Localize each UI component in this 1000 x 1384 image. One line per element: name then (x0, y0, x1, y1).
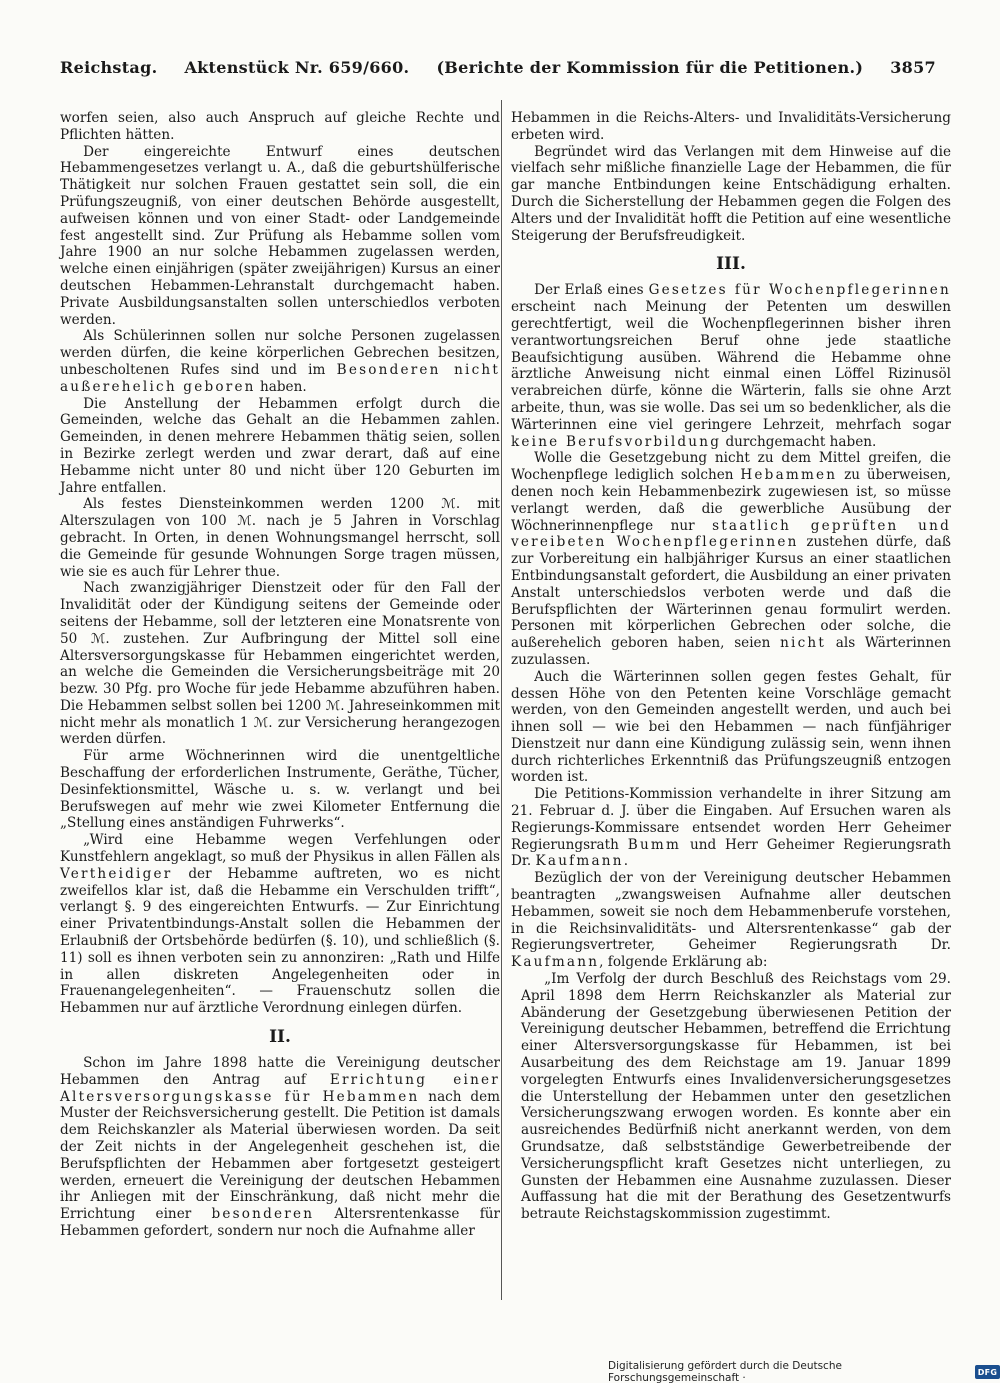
text-run: Altersrentenkasse für Hebammen gefordert, sondern nur noch die Aufnahme aller (60, 1206, 500, 1239)
header-section-title: (Berichte der Kommission für die Petitionen.) (436, 58, 864, 77)
emphasis-text: Besonderen nicht außerehelich geboren (60, 361, 501, 395)
text-run: zu überweisen, denen noch kein Hebammenbezirk zugewiesen ist, so müsse verlangt werden, daß die gewerbliche Ausübung der Wöchnerinnenpflege nur (511, 467, 951, 534)
dfg-logo-icon: DFG (975, 1365, 1000, 1379)
paragraph (60, 832, 500, 1017)
left-column (60, 110, 500, 1240)
footer-text: Digitalisierung gefördert durch die Deutsche Forschungsgemeinschaft · (608, 1360, 842, 1384)
text-run: „Wird eine Hebamme wegen Verfehlungen oder Kunstfehlern angeklagt, so muß der Physikus in allen Fällen als (60, 832, 500, 866)
paragraph: worfen seien, also auch Anspruch auf gleiche Rechte und Pflichten hätten. (60, 110, 500, 143)
paragraph (60, 1055, 500, 1240)
emphasis-text: Kaufmann (511, 954, 600, 971)
text-run: Als Schülerinnen sollen nur solche Personen zugelassen werden dürfen, die keine körperlichen Gebrechen besitzen, unbescholtenen Rufes sind und im (60, 328, 500, 378)
text-run: erscheint nach Meinung der Petenten um deswillen gerechtfertigt, weil die Wochenpflegerinnen bisher ihren verantwortungsreichen Beruf ohne jede staatliche Beaufsichtigung ausüben. Während die Hebamme ohne ärztliche Anweisung nicht einmal einen Löffel Rizinusöl verabreichen dürfe, könne die Wärterin, falls sie ohne Arzt arbeite, thun, was sie wolle. Das sei um so bedenklicher, als die Wärterinnen eine viel geringere Lehrzeit, mehrfach sogar (511, 299, 951, 433)
right-column (511, 110, 951, 1223)
paragraph (511, 870, 951, 971)
column-divider (501, 100, 502, 1300)
header-aktenstueck: Aktenstück Nr. 659/660. (184, 58, 410, 77)
section-heading-3: III. (716, 254, 746, 275)
text-run: als Wärterinnen zuzulassen. (511, 635, 951, 668)
emphasis-text: keine Berufsvorbildung (511, 433, 722, 450)
section-heading-2: II. (269, 1027, 291, 1048)
text-run: durchgemacht haben. (721, 433, 877, 450)
emphasis-text: Errichtung einer Altersversorgungskasse für Hebammen (60, 1071, 500, 1105)
emphasis-text: Hebammen (740, 467, 838, 484)
emphasis-text: Bumm (627, 836, 682, 853)
text-run: zustehen dürfe, daß zur Vorbereitung ein halbjähriger Kursus an einer staatlichen Entbindungsanstalt gefordert, die Ausbildung an einer privaten Anstalt unterschiedslos verboten werde und daß die Berufspflichten der Wärterinnen genau formulirt werden. Personen mit körperlichen Gebrechen oder solche, die außerehelich geboren haben, seien (511, 534, 951, 652)
page-header (60, 58, 936, 84)
text-run: und Herr Geheimer Regierungsrath Dr. (511, 836, 951, 870)
text-run: Der Erlaß eines (534, 282, 649, 299)
paragraph (511, 282, 951, 450)
emphasis-text: Kaufmann (535, 853, 624, 870)
emphasis-text: besonderen (211, 1206, 315, 1223)
text-run: nach dem Muster der Reichsversicherung gestellt. Die Petition ist damals dem Reichskanzler als Material überwiesen worden. Da seit der Zeit nichts in der Angelegenheit geschehen ist, die Berufspflichten der Hebammen aber fortgesetzt gesteigert werden, erneuert die Vereinigung der deutschen Hebammen ihr Anliegen mit der Einschränkung, daß nicht mehr die Errichtung einer (60, 1088, 500, 1223)
emphasis-text: staatlich geprüften und vereibeten Wochenpflegerinnen (511, 517, 951, 551)
text-run: der Hebamme auftreten, wo es nicht zweifellos klar ist, daß die Hebamme ein Verschulden trifft“, verlangt §. 9 des eingereichten Entwurfs. — Zur Einrichtung einer Privatentbindungs-Anstalt sollen die Hebammen der Erlaubniß der Ortsbehörde bedürfen (§. 10), und schließlich (§. 11) soll es ihnen verboten sein zu annonziren: „Rath und Hilfe in allen diskreten Angelegenheiten oder in Frauenangelegenheiten“. — Frauenschutz sollen die Hebammen nur auf ärztliche Verordnung einlegen dürfen. (60, 865, 500, 1017)
emphasis-text: nicht (780, 635, 827, 652)
paragraph (511, 450, 951, 668)
text-run: Schon im Jahre 1898 hatte die Vereinigung deutscher Hebammen den Antrag auf (60, 1055, 500, 1088)
quoted-declaration: „Im Verfolg der durch Beschluß des Reichstags vom 29. April 1898 dem Herrn Reichskanzler als Material zur Abänderung der Gesetzgebung überwiesenen Petition der Vereinigung deutscher Hebammen, betreffend die Errichtung einer Altersversorgungskasse für Hebammen, ist bei Ausarbeitung des dem Reichstage am 19. Januar 1899 vorgelegten Entwurfs eines Invalidenversicherungsgesetzes die Unterstellung der Hebammen unter den gesetzlichen Versicherungszwang erwogen worden. Es konnte aber ein ausreichendes Bedürfniß nicht anerkannt werden, von dem Grundsatze, daß selbstständige Gewerbetreibende der Versicherungspflicht kraft Gesetzes nicht unterliegen, zu Gunsten der Hebammen eine Ausnahme zuzulassen. Dieser Auffassung hat die mit der Berathung des Gesetzentwurfs betraute Reichstagskommission zugestimmt. (521, 971, 951, 1223)
emphasis-text: Gesetzes für Wochenpflegerinnen (648, 282, 951, 299)
paragraph: Hebammen in die Reichs-Alters- und Invaliditäts-Versicherung erbeten wird. (511, 110, 951, 143)
paragraph (511, 786, 951, 870)
paragraph (60, 328, 500, 395)
text-run: Bezüglich der von der Vereinigung deutscher Hebammen beantragten „zwangsweisen Aufnahme aller deutschen Hebammen, soweit sie noch dem Hebammenberufe vorstehen, in die Reichsinvaliditäts- und Altersrentenkasse“ gab der Regierungsvertreter, Geheimer Regierungsrath Dr. (511, 870, 951, 954)
paragraph: Begründet wird das Verlangen mit dem Hinweise auf die vielfach sehr mißliche finanzielle Lage der Hebammen, die für gar manche Entbindungen keine Entschädigung erhalten. Durch die Sicherstellung der Hebammen gegen die Folgen des Alters und der Invalidität hofft die Petition auf eine wesentliche Steigerung der Berufsfreudigkeit. (511, 143, 951, 244)
text-run: Wolle die Gesetzgebung nicht zu dem Mittel greifen, die Wochenpflege lediglich solchen (511, 450, 951, 484)
paragraph: Der eingereichte Entwurf eines deutschen Hebammengesetzes verlangt u. A., daß die geburtshülferische Thätigkeit nur solchen Frauen gestattet sein soll, die ein Prüfungszeugniß, von einer deutschen Behörde ausgestellt, aufweisen können und von einer Stadt- oder Landgemeinde fest angestellt sind. Zur Prüfung als Hebamme sollen vom Jahre 1900 an nur solche Hebammen zugelassen werden, welche einen einjährigen (später zweijährigen) Kursus an einer deutschen Hebammen-Lehranstalt durchgemacht haben. Private Ausbildungsanstalten sollen unterschiedlos verboten werden. (60, 143, 500, 328)
text-run: Die Petitions-Kommission verhandelte in ihrer Sitzung am 21. Februar d. J. über die Eingaben. Auf Ersuchen waren als Regierungs-Kommissare entsendet worden Herr Geheimer Regierungsrath (511, 786, 951, 853)
page-number: 3857 (890, 58, 936, 77)
paragraph: Als festes Diensteinkommen werden 1200 ℳ. mit Alterszulagen von 100 ℳ. nach je 5 Jahren in Vorschlag gebracht. In Orten, in denen Wohnungsmangel herrscht, soll die Gemeinde für gesunde Wohnungen Sorge tragen müssen, wie sie es auch für Lehrer thue. (60, 496, 500, 580)
paragraph: Nach zwanzigjähriger Dienstzeit oder für den Fall der Invalidität oder der Kündigung seitens der Gemeinde oder seitens der Hebamme, soll der letzteren eine Monatsrente von 50 ℳ. zustehen. Zur Aufbringung der Mittel soll eine Altersversorgungskasse für Hebammen eingerichtet werden, an welche die Gemeinden die Versicherungsbeiträge mit 20 bezw. 30 Pfg. pro Woche für jede Hebamme abzuführen haben. Die Hebammen selbst sollen bei 1200 ℳ. Jahreseinkommen mit nicht mehr als monatlich 1 ℳ. zur Versicherung herangezogen werden dürfen. (60, 580, 500, 748)
header-reichstag: Reichstag. (60, 58, 158, 77)
text-run: . (623, 853, 629, 870)
text-run: haben. (255, 378, 307, 395)
text-run: , folgende Erklärung ab: (599, 954, 768, 971)
paragraph: Die Anstellung der Hebammen erfolgt durch die Gemeinden, welche das Gehalt an die Hebammen zahlen. Gemeinden, in denen mehrere Hebammen thätig seien, sollen in Bezirke zerlegt werden und zwar derart, daß auf eine Hebamme nicht unter 80 und nicht über 120 Geburten im Jahre entfallen. (60, 395, 500, 496)
emphasis-text: Vertheidiger (60, 865, 173, 882)
paragraph: Für arme Wöchnerinnen wird die unentgeltliche Beschaffung der erforderlichen Instrumente, Geräthe, Tücher, Desinfektionsmittel, Wäsche u. s. w. verlangt und bei Berufswegen auf mehr wie zwei Kilometer Entfernung die „Stellung eines anständigen Fuhrwerks“. (60, 748, 500, 832)
paragraph: Auch die Wärterinnen sollen gegen festes Gehalt, für dessen Höhe von den Petenten keine Vorschläge gemacht werden, von den Gemeinden angestellt werden, und auch bei ihnen soll — wie bei den Hebammen — nach fünfjähriger Dienstzeit nur dann eine Kündigung zulässig sein, wenn ihnen durch richterliches Erkenntniß das Prüfungszeugniß entzogen worden ist. (511, 668, 951, 786)
digitization-footer (608, 1360, 1000, 1384)
